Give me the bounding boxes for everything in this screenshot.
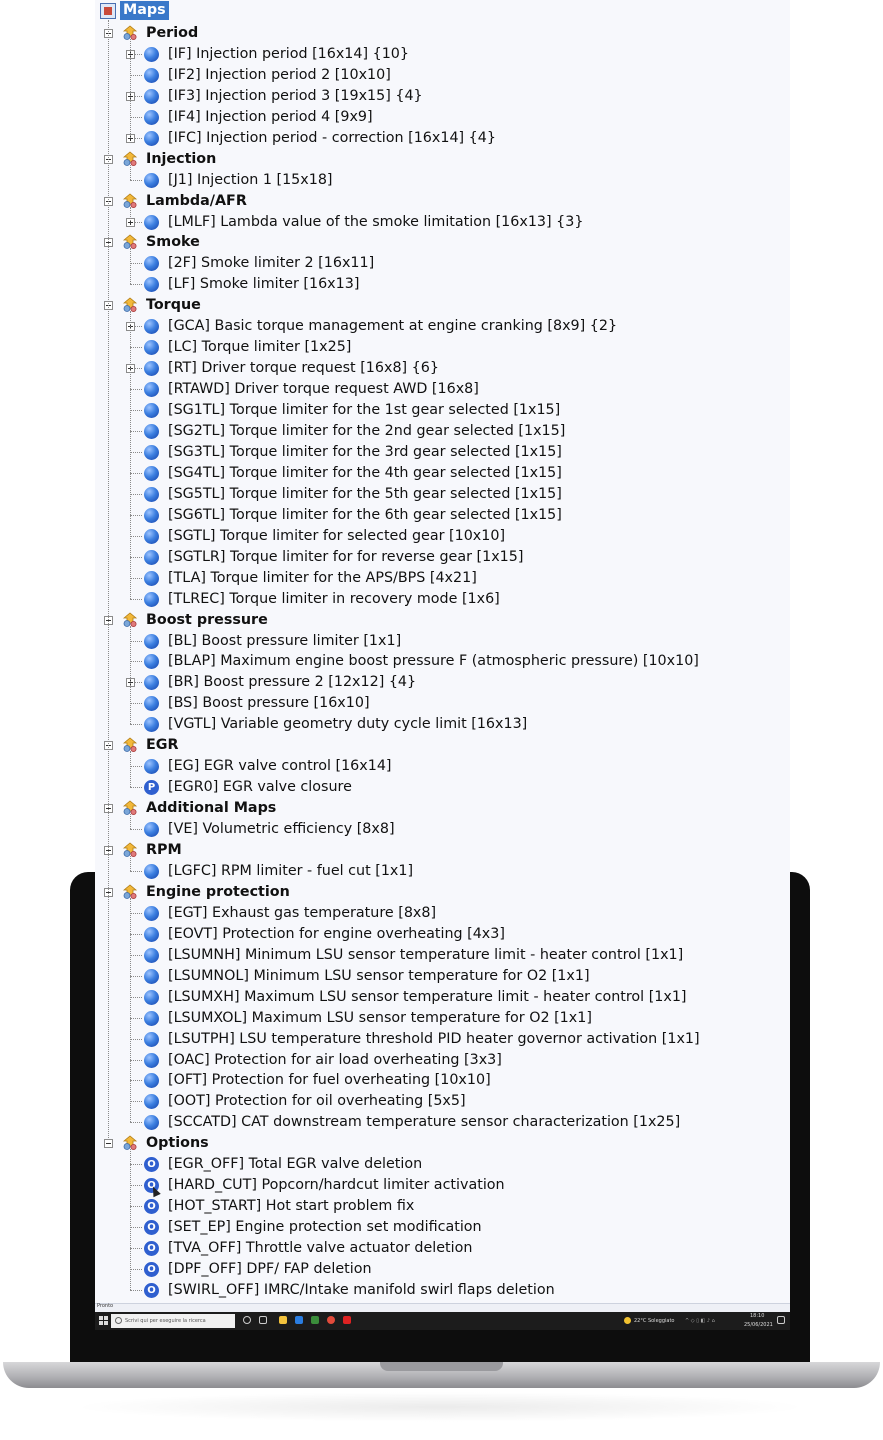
tree-connector [130, 641, 142, 642]
tree-root-maps[interactable]: Maps [120, 1, 169, 20]
tree-connector [130, 1290, 142, 1291]
map-item-label[interactable]: [GCA] Basic torque management at engine cranking [8x9] {2} [168, 318, 618, 335]
map-item-label[interactable]: [LGFC] RPM limiter - fuel cut [1x1] [168, 862, 414, 879]
map-item-label[interactable]: [IF4] Injection period 4 [9x9] [168, 108, 373, 125]
clock-time[interactable]: 18:10 [750, 1313, 765, 1319]
map-item-label[interactable]: [IF3] Injection period 3 [19x15] {4} [168, 87, 423, 104]
tree-connector [130, 976, 142, 977]
map-item-label[interactable]: [TLA] Torque limiter for the APS/BPS [4x21] [168, 569, 477, 586]
tree-connector [130, 661, 142, 662]
map-item-label[interactable]: [LC] Torque limiter [1x25] [168, 339, 352, 356]
map-icon [144, 110, 159, 125]
map-icon [144, 68, 159, 83]
tree-connector [130, 347, 142, 348]
map-item-label[interactable]: [EGT] Exhaust gas temperature [8x8] [168, 904, 437, 921]
map-item-label[interactable]: [IFC] Injection period - correction [16x14] {4} [168, 129, 496, 146]
map-icon [144, 969, 159, 984]
search-placeholder: Scrivi qui per eseguire la ricerca [125, 1318, 206, 1324]
parameter-icon: P [144, 780, 159, 795]
tree-connector [130, 1149, 131, 1290]
map-item-label[interactable]: [HOT_START] Hot start problem fix [168, 1198, 415, 1215]
tree-connector [130, 751, 131, 787]
tree-connector [130, 787, 142, 788]
tree-connector [130, 494, 142, 495]
map-icon [144, 403, 159, 418]
map-icon [144, 173, 159, 188]
tree-connector [130, 997, 142, 998]
map-icon [144, 822, 159, 837]
weather-icon [624, 1317, 631, 1324]
map-item-label[interactable]: [EGR_OFF] Total EGR valve deletion [168, 1156, 423, 1173]
map-item-label[interactable]: [LSUMNOL] Minimum LSU sensor temperature for O2 [1x1] [168, 967, 590, 984]
tree-connector [130, 117, 142, 118]
map-item-label[interactable]: [TLREC] Torque limiter in recovery mode [1x6] [168, 590, 500, 607]
windows-taskbar [95, 1312, 790, 1330]
category-label[interactable]: Additional Maps [146, 800, 277, 817]
map-icon [144, 529, 159, 544]
tree-connector [130, 599, 142, 600]
map-item-label[interactable]: [BL] Boost pressure limiter [1x1] [168, 632, 402, 649]
category-label[interactable]: Torque [146, 297, 201, 314]
laptop-shadow [70, 1392, 810, 1422]
map-item-label[interactable]: [VGTL] Variable geometry duty cycle limit [16x13] [168, 716, 528, 733]
tree-connector [130, 284, 142, 285]
option-icon: O [144, 1220, 159, 1235]
tree-connector [130, 766, 142, 767]
map-item-label[interactable]: [SG5TL] Torque limiter for the 5th gear selected [1x15] [168, 485, 562, 502]
map-item-label[interactable]: [SG6TL] Torque limiter for the 6th gear selected [1x15] [168, 506, 562, 523]
tree-connector [130, 626, 131, 725]
tree-connector [130, 1039, 142, 1040]
tree-connector [130, 165, 131, 180]
tree-connector [130, 724, 142, 725]
map-item-label[interactable]: [RTAWD] Driver torque request AWD [16x8] [168, 381, 479, 398]
tree-connector [130, 1060, 142, 1061]
tree-connector [130, 263, 142, 264]
map-icon [144, 634, 159, 649]
map-icon [144, 864, 159, 879]
option-icon: O [144, 1178, 159, 1193]
tree-connector [130, 1227, 142, 1228]
tree-connector [130, 536, 142, 537]
map-item-label[interactable]: [BR] Boost pressure 2 [12x12] {4} [168, 674, 417, 691]
map-icon [144, 1053, 159, 1068]
map-icon [144, 89, 159, 104]
tree-connector [130, 410, 142, 411]
tree-connector [130, 934, 142, 935]
tree-connector [130, 473, 142, 474]
category-label[interactable]: Lambda/AFR [146, 192, 247, 209]
tree-connector [130, 814, 131, 829]
map-icon [144, 948, 159, 963]
tree-connector [130, 515, 142, 516]
map-item-label[interactable]: [HARD_CUT] Popcorn/hardcut limiter activation [168, 1177, 505, 1194]
category-label[interactable]: Engine protection [146, 883, 290, 900]
taskbar-search-input[interactable] [111, 1314, 235, 1328]
category-label[interactable]: Options [146, 1135, 209, 1152]
app-icon[interactable] [311, 1316, 319, 1324]
map-item-label[interactable]: [TVA_OFF] Throttle valve actuator deletion [168, 1240, 473, 1257]
map-icon [144, 906, 159, 921]
tree-connector [130, 180, 142, 181]
map-item-label[interactable]: [J1] Injection 1 [15x18] [168, 171, 333, 188]
map-icon [144, 215, 159, 230]
map-item-label[interactable]: [RT] Driver torque request [16x8] {6} [168, 360, 439, 377]
map-item-label[interactable]: [SGTL] Torque limiter for selected gear [10x10] [168, 527, 506, 544]
map-item-label[interactable]: [SG2TL] Torque limiter for the 2nd gear selected [1x15] [168, 423, 566, 439]
clock-date[interactable]: 25/06/2021 [744, 1322, 773, 1328]
map-icon [144, 990, 159, 1005]
laptop-notch [380, 1362, 503, 1371]
map-item-label[interactable]: [IF] Injection period [16x14] {10} [168, 45, 409, 62]
map-icon [144, 1032, 159, 1047]
map-icon [144, 466, 159, 481]
map-item-label[interactable]: [SG4TL] Torque limiter for the 4th gear selected [1x15] [168, 464, 562, 481]
category-label[interactable]: RPM [146, 842, 182, 858]
category-label[interactable]: Period [146, 24, 199, 41]
map-icon [144, 47, 159, 62]
map-item-label[interactable]: [LF] Smoke limiter [16x13] [168, 276, 360, 293]
tree-connector [130, 1122, 142, 1123]
tree-connector [130, 1164, 142, 1165]
tree-connector [130, 75, 142, 76]
chrome-icon[interactable] [327, 1316, 335, 1324]
tree-connector [130, 248, 131, 284]
ecu-app-icon[interactable] [343, 1316, 351, 1324]
map-icon [144, 487, 159, 502]
map-icon [144, 592, 159, 607]
tree-connector [130, 829, 142, 830]
map-icon [144, 927, 159, 942]
map-icon [144, 445, 159, 460]
map-item-label[interactable]: [BLAP] Maximum engine boost pressure F (atmospheric pressure) [10x10] [168, 653, 699, 670]
search-icon [115, 1317, 122, 1324]
tree-connector [130, 871, 142, 872]
map-item-label[interactable]: [SG1TL] Torque limiter for the 1st gear selected [1x15] [168, 402, 561, 419]
tree-connector [130, 1018, 142, 1019]
tree-connector [130, 1101, 142, 1102]
map-item-label[interactable]: [EOVT] Protection for engine overheating [4x3] [168, 925, 505, 942]
tree-connector [130, 955, 142, 956]
map-icon [144, 550, 159, 565]
windows-start-icon[interactable] [99, 1316, 108, 1325]
status-text: Pronto [97, 1303, 114, 1309]
file-explorer-icon[interactable] [279, 1316, 287, 1324]
map-item-label[interactable]: [LSUTPH] LSU temperature threshold PID heater governor activation [1x1] [168, 1030, 700, 1047]
option-icon: O [144, 1283, 159, 1298]
map-icon [144, 382, 159, 397]
tree-connector [130, 578, 142, 579]
map-item-label[interactable]: [OOT] Protection for oil overheating [5x5] [168, 1093, 466, 1110]
category-label[interactable]: Boost pressure [146, 611, 268, 628]
tree-connector [130, 898, 131, 1122]
map-item-label[interactable]: [LSUMXOL] Maximum LSU sensor temperature for O2 [1x1] [168, 1009, 592, 1026]
option-icon: O [144, 1241, 159, 1256]
tree-connector [130, 207, 131, 222]
option-icon: O [144, 1199, 159, 1214]
map-item-label[interactable]: [SWIRL_OFF] IMRC/Intake manifold swirl flaps deletion [168, 1281, 555, 1298]
tree-connector [130, 39, 131, 138]
map-item-label[interactable]: [SGTLR] Torque limiter for for reverse gear [1x15] [168, 548, 524, 565]
notifications-icon[interactable] [777, 1316, 785, 1324]
category-label[interactable]: Smoke [146, 234, 200, 251]
task-view-icon[interactable] [259, 1316, 267, 1324]
map-item-label[interactable]: [OFT] Protection for fuel overheating [10x10] [168, 1072, 491, 1089]
system-tray-icons[interactable]: ^ ◇ ▯ ◧ ♪ ⌂ [685, 1318, 715, 1324]
category-label[interactable]: Injection [146, 150, 217, 167]
cortana-icon[interactable] [243, 1316, 251, 1324]
tree-connector [130, 856, 131, 871]
map-icon [144, 424, 159, 439]
tree-connector [130, 1206, 142, 1207]
map-item-label[interactable]: [LMLF] Lambda value of the smoke limitation [16x13] {3} [168, 213, 584, 230]
category-collapse-toggle[interactable] [104, 1139, 113, 1148]
map-item-label[interactable]: [DPF_OFF] DPF/ FAP deletion [168, 1261, 372, 1277]
map-item-label[interactable]: [2F] Smoke limiter 2 [16x11] [168, 255, 375, 272]
tree-connector [130, 557, 142, 558]
map-item-label[interactable]: [OAC] Protection for air load overheating [3x3] [168, 1051, 502, 1068]
category-label[interactable]: EGR [146, 737, 179, 754]
map-icon [144, 1011, 159, 1026]
map-item-label[interactable]: [SCCATD] CAT downstream temperature sensor characterization [1x25] [168, 1114, 681, 1131]
tree-connector [130, 1248, 142, 1249]
map-item-label[interactable]: [BS] Boost pressure [16x10] [168, 695, 370, 712]
tree-connector [130, 1269, 142, 1270]
tree-connector [130, 913, 142, 914]
map-item-label[interactable]: [SET_EP] Engine protection set modification [168, 1219, 482, 1236]
map-icon [144, 508, 159, 523]
map-item-label[interactable]: [IF2] Injection period 2 [10x10] [168, 66, 391, 83]
tree-connector [130, 703, 142, 704]
map-item-label[interactable]: [VE] Volumetric efficiency [8x8] [168, 821, 395, 838]
map-item-label[interactable]: [LSUMXH] Maximum LSU sensor temperature limit - heater control [1x1] [168, 988, 687, 1005]
weather-text[interactable]: 22°C Soleggiato [634, 1318, 675, 1324]
edge-icon[interactable] [295, 1316, 303, 1324]
tree-connector [130, 1080, 142, 1081]
tree-connector [130, 431, 142, 432]
tree-connector [108, 20, 109, 1138]
option-icon: O [144, 1262, 159, 1277]
map-icon [144, 571, 159, 586]
tree-connector [130, 1185, 142, 1186]
map-item-label[interactable]: [EGR0] EGR valve closure [168, 779, 352, 796]
tree-connector [130, 389, 142, 390]
map-icon [144, 131, 159, 146]
map-item-label[interactable]: [EG] EGR valve control [16x14] [168, 758, 392, 775]
option-icon: O [144, 1157, 159, 1172]
map-item-label[interactable]: [LSUMNH] Minimum LSU sensor temperature limit - heater control [1x1] [168, 946, 684, 963]
maps-root-icon [100, 3, 116, 19]
tree-connector [130, 311, 131, 598]
map-item-label[interactable]: [SG3TL] Torque limiter for the 3rd gear selected [1x15] [168, 443, 562, 460]
tree-connector [130, 452, 142, 453]
